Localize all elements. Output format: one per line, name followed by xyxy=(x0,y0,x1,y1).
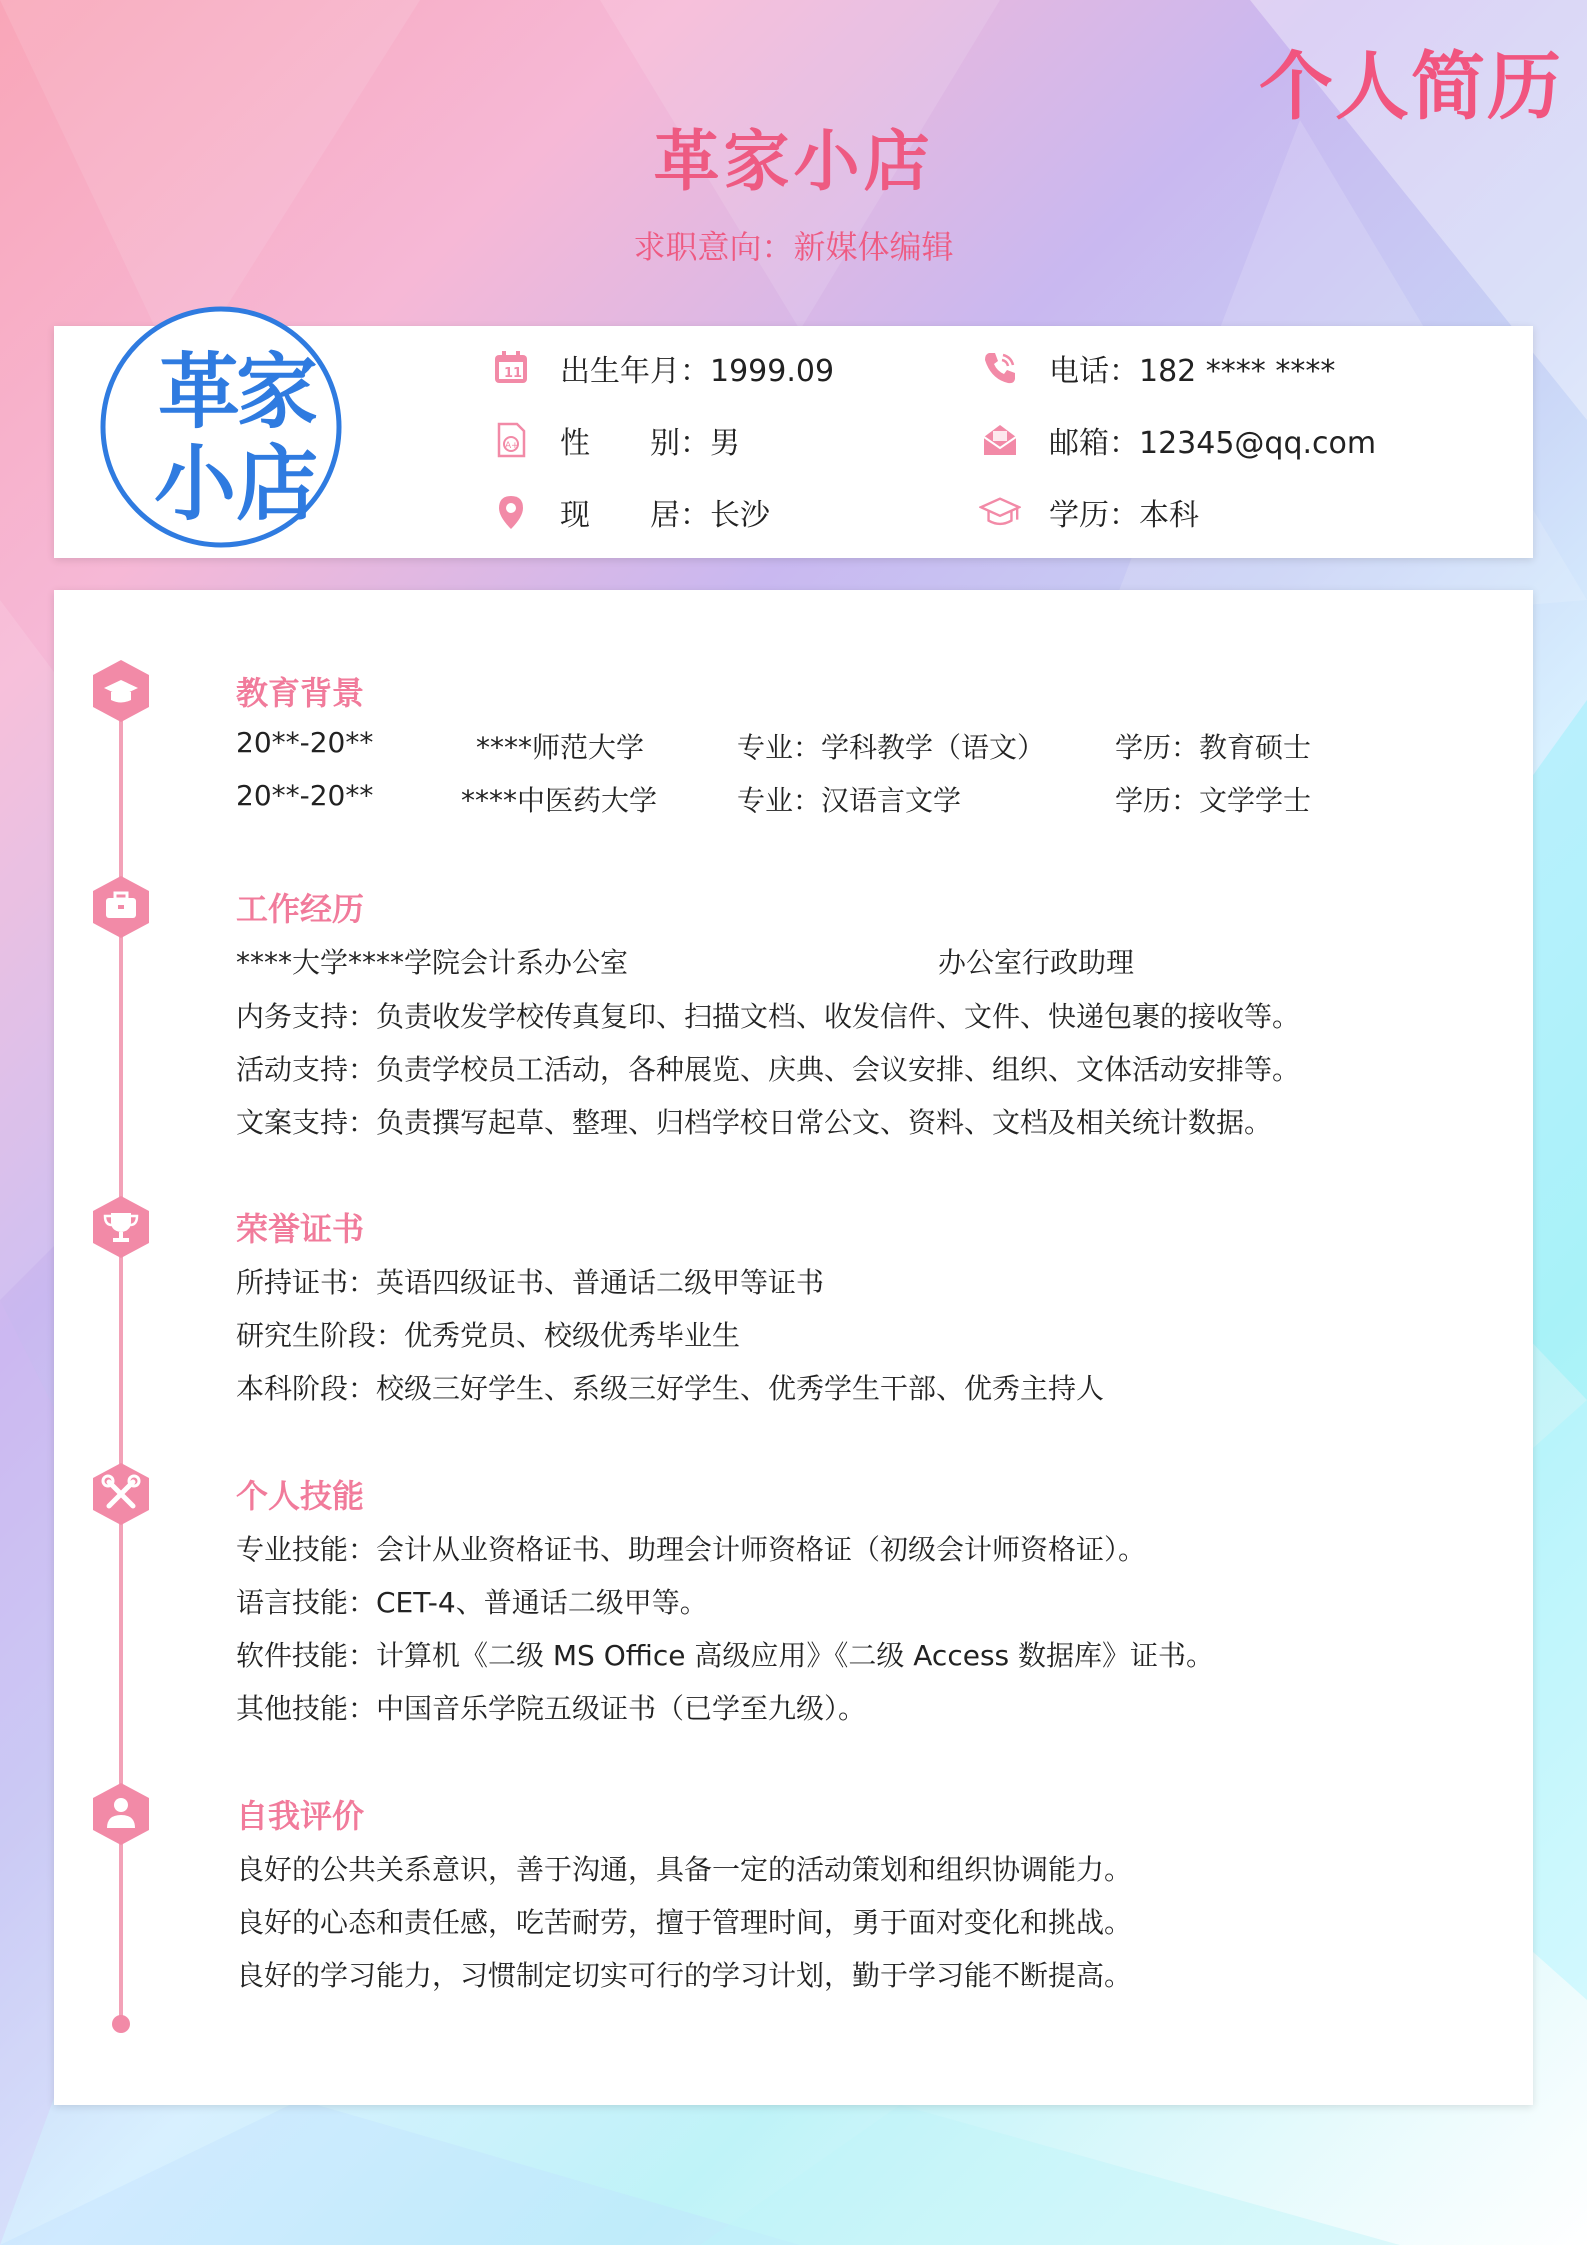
skill-line: 专业技能：会计从业资格证书、助理会计师资格证（初级会计师资格证）。 xyxy=(236,1533,1147,1566)
education-period: 20**-20** xyxy=(236,779,374,812)
graduation-cap-icon xyxy=(979,491,1021,533)
location-pin-icon xyxy=(490,491,532,533)
work-role: 办公室行政助理 xyxy=(938,946,1135,979)
gender-info: A+ 性 别：男 xyxy=(490,418,740,462)
education-degree: 学历：文学学士 xyxy=(1115,784,1312,817)
education-school: ****中医药大学 xyxy=(461,784,658,817)
section-title-self-evaluation: 自我评价 xyxy=(236,1797,365,1835)
trophy-icon xyxy=(88,1194,154,1260)
self-evaluation-line: 良好的心态和责任感，吃苦耐劳，擅于管理时间，勇于面对变化和挑战。 xyxy=(236,1906,1133,1939)
calendar-icon xyxy=(490,347,532,389)
phone-icon xyxy=(979,347,1021,389)
section-title-education: 教育背景 xyxy=(236,674,365,712)
work-duty-line: 活动支持：负责学校员工活动，各种展览、庆典、会议安排、组织、文体活动安排等。 xyxy=(236,1053,1301,1086)
person-icon xyxy=(88,1781,154,1847)
degree-info: 学历：本科 xyxy=(979,490,1199,534)
education-major: 专业：汉语言文学 xyxy=(737,784,962,817)
mail-icon xyxy=(979,419,1021,461)
svg-text:11: 11 xyxy=(504,366,523,381)
svg-text:店: 店 xyxy=(236,436,319,532)
basic-info-card xyxy=(54,326,1533,558)
work-duty-line: 内务支持：负责收发学校传真复印、扫描文档、收发信件、文件、快递包裹的接收等。 xyxy=(236,1000,1301,1033)
candidate-name: 革家小店 xyxy=(653,123,934,200)
education-degree: 学历：教育硕士 xyxy=(1115,731,1312,764)
section-title-work: 工作经历 xyxy=(236,890,365,928)
education-school: ****师范大学 xyxy=(476,731,645,764)
skill-line: 语言技能：CET-4、普通话二级甲等。 xyxy=(236,1586,708,1619)
honor-line: 研究生阶段：优秀党员、校级优秀毕业生 xyxy=(236,1319,741,1352)
work-organization: ****大学****学院会计系办公室 xyxy=(236,946,629,979)
work-duty-line: 文案支持：负责撰写起草、整理、归档学校日常公文、资料、文档及相关统计数据。 xyxy=(236,1106,1273,1139)
tools-icon xyxy=(88,1461,154,1527)
education-period: 20**-20** xyxy=(236,726,374,759)
graduation-cap-icon xyxy=(88,658,154,724)
section-title-skills: 个人技能 xyxy=(236,1477,365,1515)
svg-text:小: 小 xyxy=(154,436,237,532)
svg-text:家: 家 xyxy=(236,344,319,440)
phone-info: 电话：182 **** **** xyxy=(979,346,1335,390)
svg-text:革: 革 xyxy=(158,344,241,440)
honor-line: 本科阶段：校级三好学生、系级三好学生、优秀学生干部、优秀主持人 xyxy=(236,1372,1105,1405)
skill-line: 其他技能：中国音乐学院五级证书（已学至九级）。 xyxy=(236,1692,867,1725)
self-evaluation-line: 良好的学习能力，习惯制定切实可行的学习计划，勤于学习能不断提高。 xyxy=(236,1959,1133,1992)
gender-doc-icon xyxy=(490,419,532,461)
name-seal-stamp xyxy=(96,302,346,552)
briefcase-icon xyxy=(88,874,154,940)
timeline-end-dot xyxy=(112,2015,130,2033)
residence-info: 现 居：长沙 xyxy=(490,490,770,534)
skill-line: 软件技能：计算机《二级 MS Office 高级应用》《二级 Access 数据库》证书。 xyxy=(236,1639,1215,1672)
email-info: 邮箱：12345@qq.com xyxy=(979,418,1376,462)
self-evaluation-line: 良好的公共关系意识，善于沟通，具备一定的活动策划和组织协调能力。 xyxy=(236,1853,1133,1886)
honor-line: 所持证书：英语四级证书、普通话二级甲等证书 xyxy=(236,1266,825,1299)
svg-text:A+: A+ xyxy=(505,441,519,451)
job-intent: 求职意向：新媒体编辑 xyxy=(633,228,954,266)
birth-info: 11 出生年月：1999.09 xyxy=(490,346,834,390)
education-major: 专业：学科教学（语文） xyxy=(737,731,1046,764)
section-title-honors: 荣誉证书 xyxy=(236,1210,365,1248)
resume-corner-title: 个人简历 xyxy=(1259,44,1563,130)
